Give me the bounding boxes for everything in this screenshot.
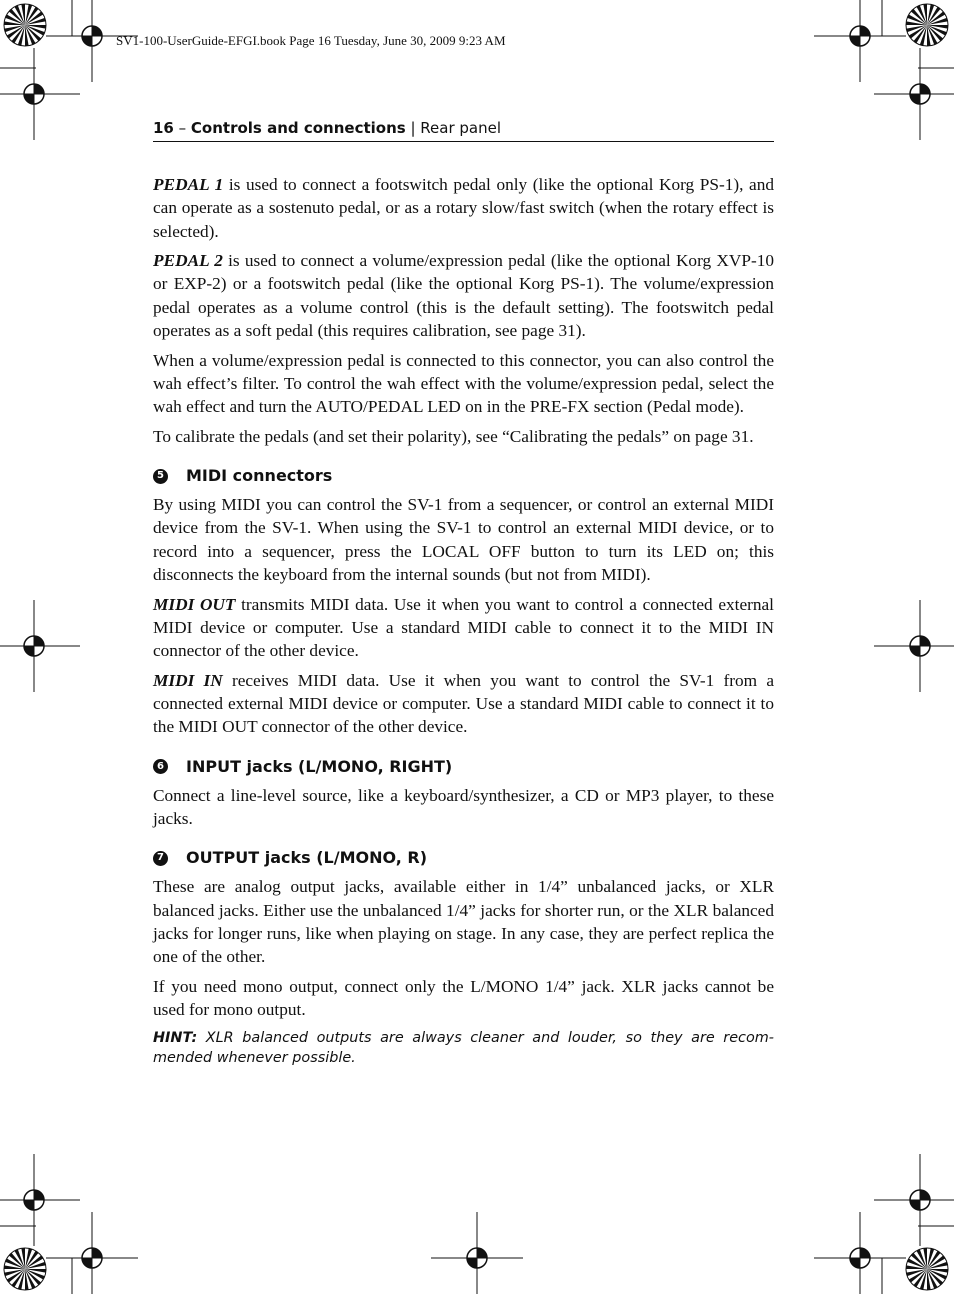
color-target-icon — [4, 1248, 46, 1290]
section-heading — [153, 847, 774, 869]
paragraph — [153, 425, 774, 448]
registration-mark-icon — [0, 1154, 80, 1246]
paragraph-text: receives MIDI data. Use it when you want to control the SV-1 from a connected external MIDI device or computer. Use a standard MIDI cable to connect it to the MIDI OUT connector of the other device. — [153, 670, 774, 737]
paragraph — [153, 593, 774, 663]
paragraph — [153, 349, 774, 419]
registration-mark-icon — [874, 48, 954, 140]
section-heading-text: MIDI connectors — [186, 466, 333, 486]
body-text — [153, 173, 774, 1075]
section-heading-text: INPUT jacks (L/MONO, RIGHT) — [186, 756, 453, 776]
color-target-icon — [4, 4, 46, 46]
page-number: 16 — [153, 119, 174, 137]
term-label: MIDI OUT — [153, 594, 236, 614]
callout-number-icon: 7 — [153, 851, 168, 866]
paragraph-text: These are analog output jacks, available either in 1/4” unbalanced jacks, or XLR balanced jacks. Either use the unbalanced 1/4” jacks for shorter run, or the XLR balanced jacks for longer runs, like when playing on stage. In any case, they are perfect replica the one of the other. — [153, 877, 774, 967]
section-heading-text: OUTPUT jacks (L/MONO, R) — [186, 848, 428, 868]
header-dash: – — [173, 119, 191, 137]
registration-mark-icon — [814, 0, 906, 82]
paragraph — [153, 784, 774, 831]
paragraph-text: is used to connect a footswitch pedal only (like the optional Korg PS-1), and can operate as a sostenuto pedal, or as a rotary slow/fast switch (when the rotary effect is selected). — [153, 175, 775, 241]
color-target-icon — [906, 4, 948, 46]
paragraph-text: transmits MIDI data. Use it when you want to control a connected external MIDI device or computer. Use a standard MIDI cable to connect it to the MIDI IN connector of the other device. — [153, 594, 774, 661]
paragraph-text: If you need mono output, connect only the L/MONO 1/4” jack. XLR jacks cannot be used for mono output. — [153, 976, 774, 1020]
term-label: PEDAL 2 — [153, 251, 223, 271]
hint-paragraph — [153, 1028, 774, 1069]
paragraph — [153, 249, 774, 342]
registration-mark-icon — [0, 600, 80, 692]
paragraph — [153, 975, 774, 1022]
section-heading — [153, 465, 774, 487]
paragraph — [153, 669, 774, 739]
paragraph-text: Connect a line-level source, like a keyboard/synthesizer, a CD or MP3 player, to these jacks. — [153, 785, 774, 829]
header-separator: | — [405, 119, 421, 137]
callout-number-icon: 6 — [153, 759, 168, 774]
section-heading — [153, 756, 774, 778]
header-section: Controls and connections — [190, 119, 406, 137]
paragraph-text: When a volume/expression pedal is connected to this connector, you can also control the wah effect’s filter. To control the wah effect with the volume/expression pedal, select the wah effect and turn the AUTO/PEDAL LED on in the PRE-FX section (Pedal mode). — [153, 350, 774, 417]
registration-mark-icon — [874, 1154, 954, 1246]
registration-mark-icon — [46, 1212, 138, 1294]
running-header — [153, 118, 774, 142]
registration-mark-icon — [874, 600, 954, 692]
paragraph — [153, 875, 774, 968]
paragraph-text: XLR balanced outputs are always cleaner and louder, so they are recommended whenever possible. — [153, 1029, 774, 1067]
term-label: PEDAL 1 — [153, 175, 224, 194]
paragraph-text: is used to connect a volume/expression pedal (like the optional Korg XVP-10 or EXP-2) or a footswitch pedal (like the optional Korg PS-1). The volume/expression pedal operates as a volume control (this is the default setting). The footswitch pedal operates as a soft pedal (this requires calibration, see page 31). — [153, 251, 774, 341]
header-subsection: Rear panel — [420, 119, 502, 137]
color-target-icon — [906, 1248, 948, 1290]
paragraph-text: By using MIDI you can control the SV-1 from a sequencer, or control an external MIDI device from the SV-1. When using the SV-1 to control an external MIDI device, or to record into a sequencer, press the LOCAL OFF button to turn its LED on; this disconnects the keyboard from the internal sounds (but not from MIDI). — [153, 495, 774, 585]
callout-number-icon: 5 — [153, 469, 168, 484]
registration-mark-icon — [0, 48, 80, 140]
term-label: MIDI IN — [153, 670, 223, 690]
print-slug: SV1-100-UserGuide-EFGI.book Page 16 Tuesday, June 30, 2009 9:23 AM — [116, 33, 506, 48]
registration-mark-icon — [814, 1212, 906, 1294]
paragraph-text: To calibrate the pedals (and set their polarity), see “Calibrating the pedals” on page 31. — [153, 426, 754, 446]
paragraph — [153, 173, 774, 243]
term-label: HINT: — [153, 1029, 198, 1046]
paragraph — [153, 493, 774, 586]
registration-mark-icon — [431, 1212, 523, 1294]
